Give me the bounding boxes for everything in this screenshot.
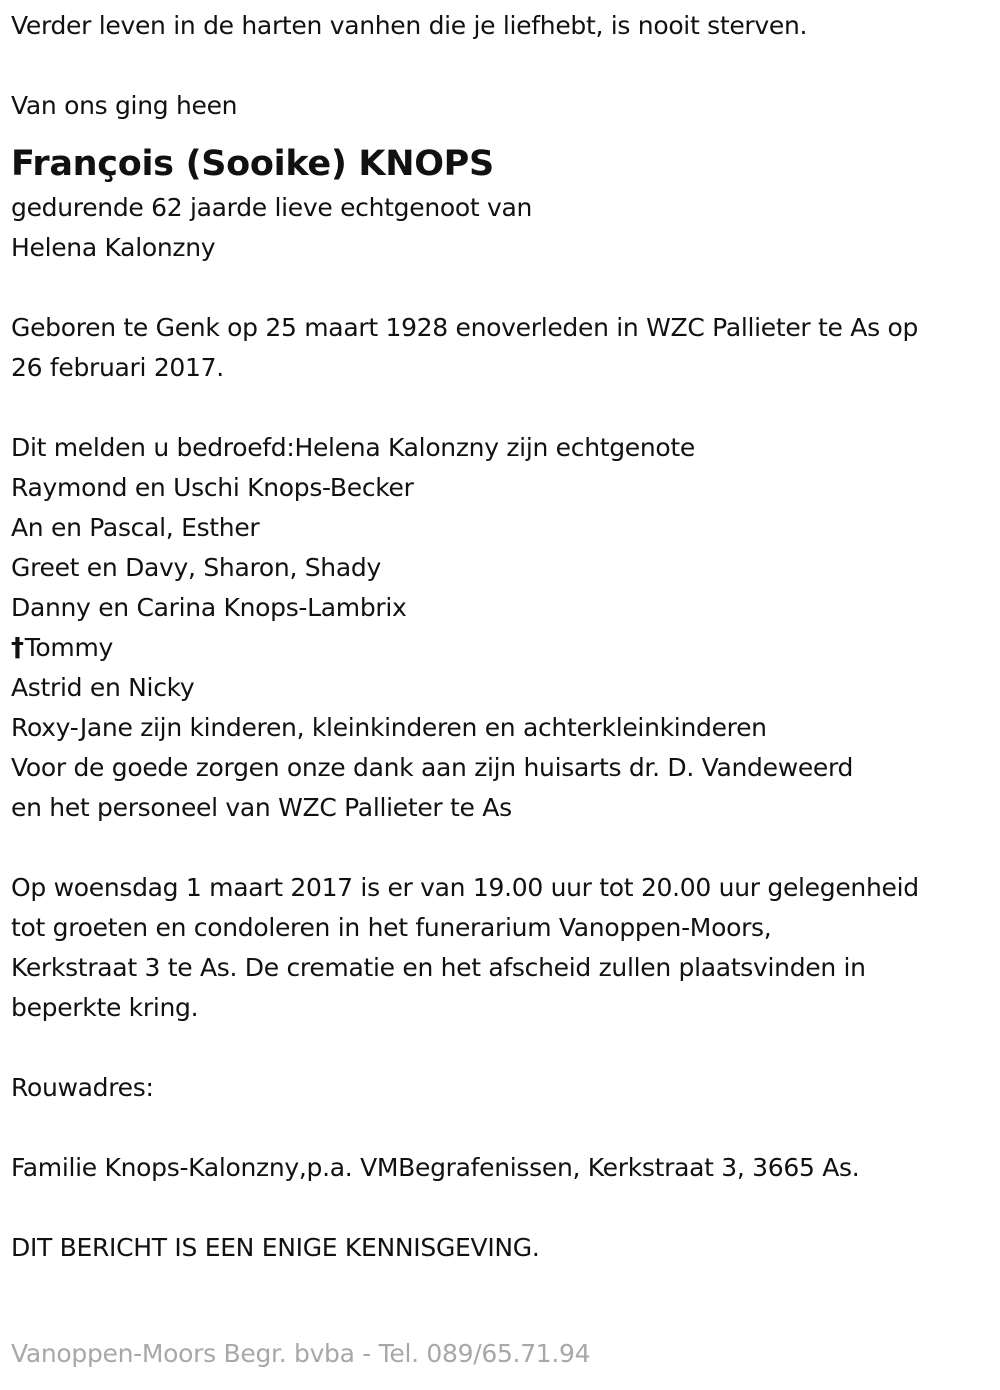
spouse-line: gedurende 62 jaarde lieve echtgenoot van — [11, 193, 533, 222]
spacer — [11, 46, 996, 86]
deceased-name: François (Sooike) KNOPS — [11, 144, 494, 184]
intro-text: Van ons ging heen — [11, 91, 238, 120]
deceased-grandchild-line — [11, 628, 996, 668]
family-line: Dit melden u bedroefd:Helena Kalonzny zijn echtgenote — [11, 433, 696, 462]
cross-icon: † — [11, 633, 24, 663]
family-line: Astrid en Nicky — [11, 673, 195, 702]
birth-death-line: Geboren te Genk op 25 maart 1928 enoverleden in WZC Pallieter te As op — [11, 313, 919, 342]
funeral-home-footer: Vanoppen-Moors Begr. bvba - Tel. 089/65.71.94 — [11, 1339, 591, 1368]
ceremony-line: Op woensdag 1 maart 2017 is er van 19.00 uur tot 20.00 uur gelegenheid — [11, 873, 919, 902]
obituary-notice — [11, 6, 996, 1268]
family-line: Roxy-Jane zijn kinderen, kleinkinderen en achterkleinkinderen — [11, 713, 767, 742]
spouse-name-line: Helena Kalonzny — [11, 233, 216, 262]
address-text: Familie Knops-Kalonzny,p.a. VMBegrafenissen, Kerkstraat 3, 3665 As. — [11, 1153, 860, 1182]
deceased-grandchild-name: Tommy — [24, 633, 114, 662]
thanks-line: Voor de goede zorgen onze dank aan zijn huisarts dr. D. Vandeweerd — [11, 753, 854, 782]
birth-death-line: 26 februari 2017. — [11, 353, 224, 382]
spacer — [11, 268, 996, 308]
quote-text: Verder leven in de harten vanhen die je liefhebt, is nooit sterven. — [11, 11, 808, 40]
family-line: An en Pascal, Esther — [11, 513, 260, 542]
family-line: Danny en Carina Knops-Lambrix — [11, 593, 407, 622]
spacer — [11, 1108, 996, 1148]
spacer — [11, 1188, 996, 1228]
spacer — [11, 388, 996, 428]
ceremony-line: Kerkstraat 3 te As. De crematie en het afscheid zullen plaatsvinden in — [11, 953, 866, 982]
family-line: Raymond en Uschi Knops-Becker — [11, 473, 414, 502]
family-line: Greet en Davy, Sharon, Shady — [11, 553, 381, 582]
ceremony-line: tot groeten en condoleren in het funerarium Vanoppen-Moors, — [11, 913, 772, 942]
thanks-line: en het personeel van WZC Pallieter te As — [11, 793, 512, 822]
spacer — [11, 828, 996, 868]
ceremony-line: beperkte kring. — [11, 993, 199, 1022]
spacer — [11, 1028, 996, 1068]
closing-statement: DIT BERICHT IS EEN ENIGE KENNISGEVING. — [11, 1233, 540, 1262]
address-label: Rouwadres: — [11, 1073, 154, 1102]
